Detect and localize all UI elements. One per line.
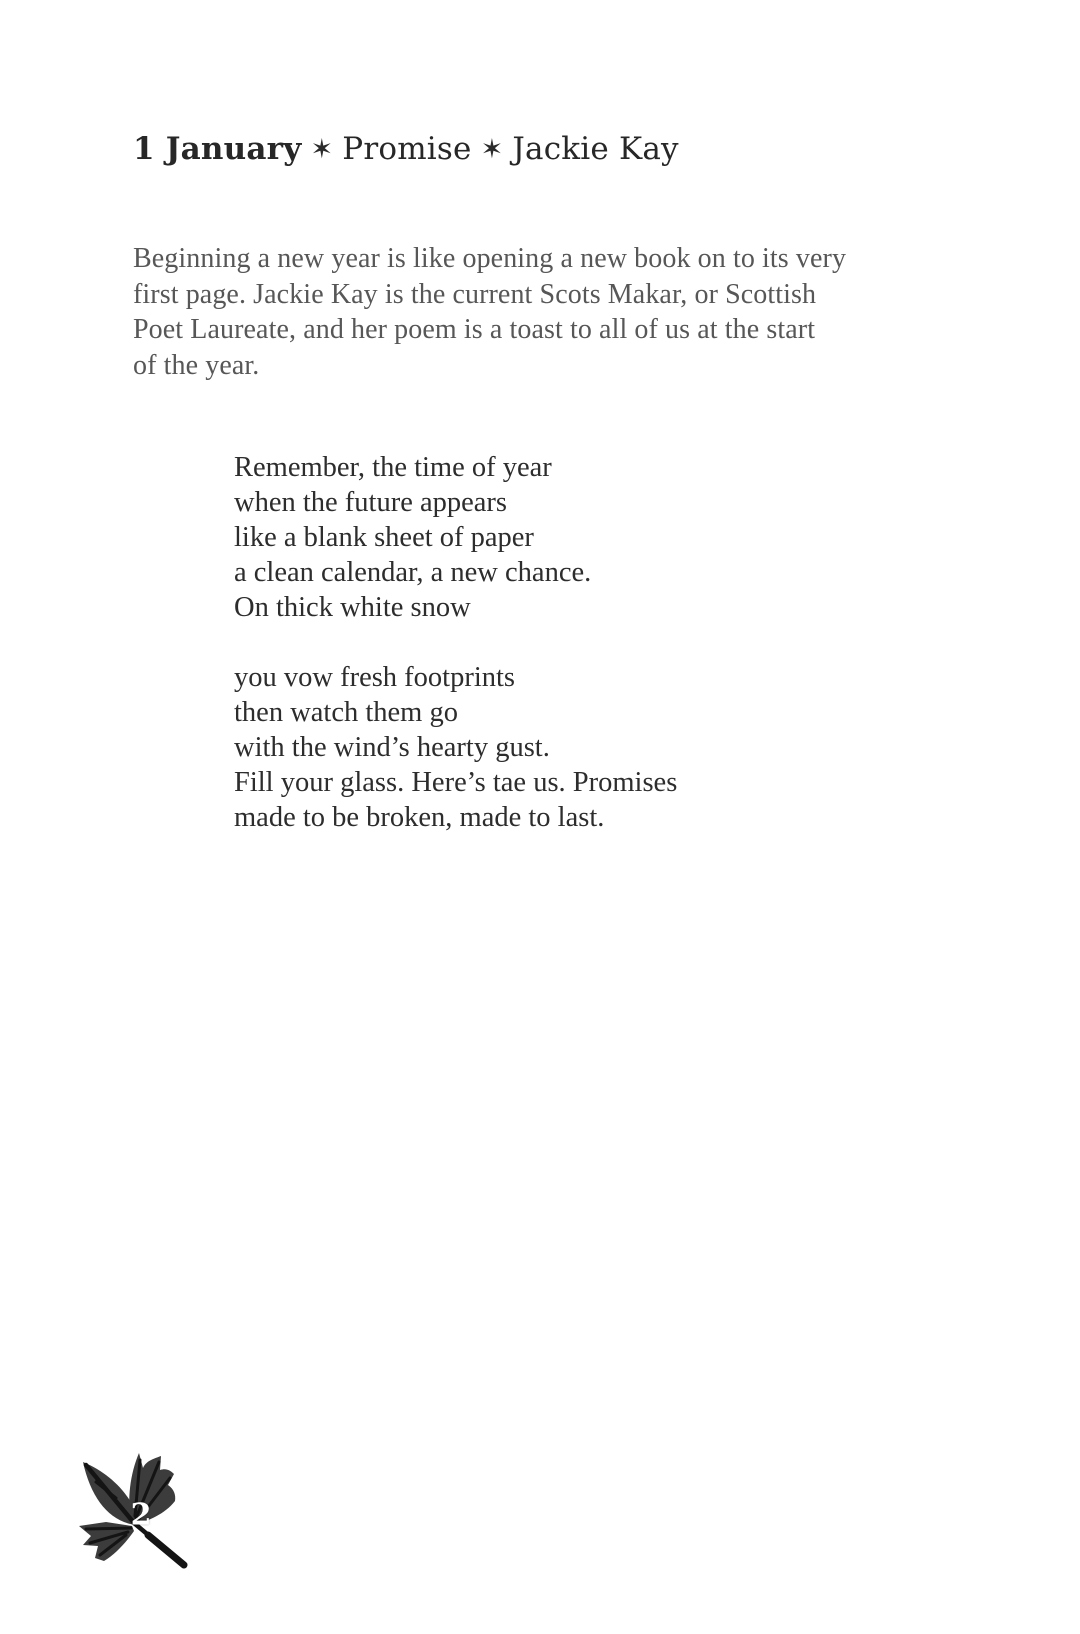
poem-line: made to be broken, made to last. <box>234 802 605 833</box>
intro-line: first page. Jackie Kay is the current Scots Makar, or Scottish <box>133 278 817 310</box>
poem-author: Jackie Kay <box>512 131 679 167</box>
poem-line: Remember, the time of year <box>234 452 552 483</box>
entry-date: 1 January <box>133 131 302 167</box>
intro-line: of the year. <box>133 349 260 381</box>
poem-title: Promise <box>342 131 472 167</box>
poem-line: when the future appears <box>234 487 508 518</box>
poem-line: with the wind’s hearty gust. <box>234 732 550 763</box>
poem-line: a clean calendar, a new chance. <box>234 557 592 588</box>
poem-line: then watch them go <box>234 697 458 728</box>
page-number: 2 <box>130 1497 152 1533</box>
poem-stanza <box>234 660 677 835</box>
poem-stanza <box>234 450 677 625</box>
leaf-ornament <box>76 1452 188 1570</box>
poem-line: Fill your glass. Here’s tae us. Promises <box>234 767 678 798</box>
poem-line: On thick white snow <box>234 592 471 623</box>
star-separator-icon: ✶ <box>310 134 334 165</box>
page-title <box>133 131 679 167</box>
intro-line: Poet Laureate, and her poem is a toast to all of us at the start <box>133 314 816 345</box>
intro-line: Beginning a new year is like opening a new book on to its very <box>133 243 847 274</box>
poem-line: you vow fresh footprints <box>234 662 516 693</box>
intro-paragraph <box>133 241 846 383</box>
poem-line: like a blank sheet of paper <box>234 522 534 553</box>
poem-body <box>234 450 677 870</box>
star-separator-icon: ✶ <box>480 134 504 165</box>
